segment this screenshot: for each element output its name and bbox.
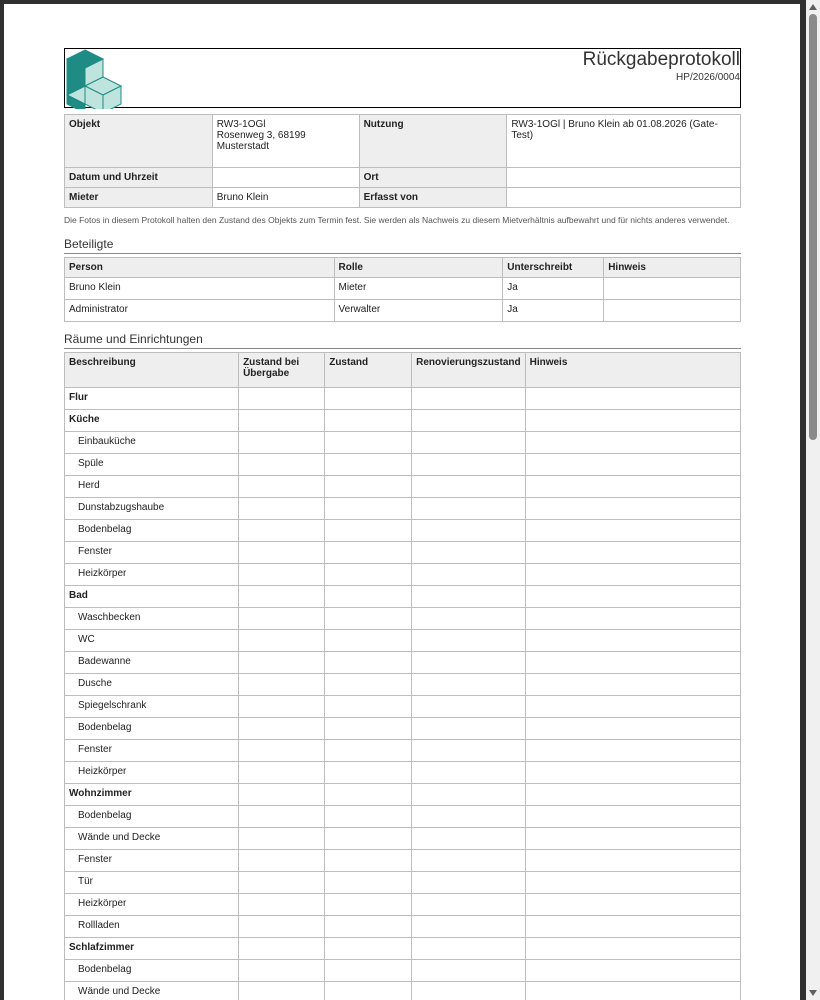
description-cell: Heizkörper — [65, 762, 239, 784]
room-item-row — [65, 828, 741, 850]
handover-condition-cell — [239, 960, 325, 982]
room-item-row — [65, 652, 741, 674]
renovation-cell — [412, 916, 525, 938]
handover-condition-cell — [239, 806, 325, 828]
rooms-heading: Räume und Einrichtungen — [64, 332, 741, 349]
condition-cell — [325, 432, 412, 454]
description-cell: Flur — [65, 388, 239, 410]
renovation-cell — [412, 740, 525, 762]
usage-value — [507, 115, 741, 168]
description-cell: Bodenbelag — [65, 960, 239, 982]
room-item-row — [65, 982, 741, 1000]
renovation-cell — [412, 586, 525, 608]
description-cell: Fenster — [65, 850, 239, 872]
condition-cell — [325, 454, 412, 476]
handover-condition-cell — [239, 938, 325, 960]
condition-cell — [325, 586, 412, 608]
room-group-row — [65, 784, 741, 806]
handover-condition-cell — [239, 410, 325, 432]
description-cell: Heizkörper — [65, 894, 239, 916]
scroll-up-arrow-icon[interactable] — [809, 4, 817, 10]
protocol-document — [64, 48, 741, 1000]
room-item-row — [65, 608, 741, 630]
condition-cell — [325, 718, 412, 740]
renovation-cell — [412, 432, 525, 454]
renovation-cell — [412, 388, 525, 410]
participants-table — [64, 257, 741, 322]
condition-cell — [325, 982, 412, 1000]
room-item-row — [65, 520, 741, 542]
note-cell — [525, 542, 740, 564]
renovation-cell — [412, 608, 525, 630]
renovation-cell — [412, 652, 525, 674]
condition-cell — [325, 828, 412, 850]
room-group-row — [65, 388, 741, 410]
note-cell — [525, 520, 740, 542]
condition-cell — [325, 916, 412, 938]
handover-condition-cell — [239, 784, 325, 806]
renovation-cell — [412, 564, 525, 586]
description-cell: Einbauküche — [65, 432, 239, 454]
handover-condition-cell — [239, 762, 325, 784]
note-cell — [525, 630, 740, 652]
room-item-row — [65, 498, 741, 520]
participants-header-row — [65, 258, 741, 278]
note-cell — [525, 894, 740, 916]
room-item-row — [65, 476, 741, 498]
condition-cell — [325, 542, 412, 564]
role-cell: Verwalter — [334, 300, 503, 322]
condition-cell — [325, 806, 412, 828]
info-row — [65, 115, 741, 168]
description-cell: Schlafzimmer — [65, 938, 239, 960]
note-cell — [525, 850, 740, 872]
handover-condition-cell — [239, 586, 325, 608]
description-cell: Bodenbelag — [65, 806, 239, 828]
rooms-table — [64, 352, 741, 1000]
note-cell — [525, 718, 740, 740]
description-cell: Rollladen — [65, 916, 239, 938]
column-header: Zustand bei Übergabe — [239, 353, 325, 388]
room-item-row — [65, 806, 741, 828]
room-item-row — [65, 454, 741, 476]
renovation-cell — [412, 542, 525, 564]
note-cell — [525, 762, 740, 784]
renovation-cell — [412, 454, 525, 476]
renovation-cell — [412, 410, 525, 432]
handover-condition-cell — [239, 740, 325, 762]
condition-cell — [325, 476, 412, 498]
note-cell — [525, 696, 740, 718]
note-cell — [525, 828, 740, 850]
note-cell — [525, 740, 740, 762]
room-item-row — [65, 674, 741, 696]
renovation-cell — [412, 630, 525, 652]
column-header: Hinweis — [525, 353, 740, 388]
handover-condition-cell — [239, 432, 325, 454]
datetime-value — [212, 168, 359, 188]
handover-condition-cell — [239, 872, 325, 894]
condition-cell — [325, 410, 412, 432]
note-cell — [525, 784, 740, 806]
room-item-row — [65, 850, 741, 872]
renovation-cell — [412, 718, 525, 740]
handover-condition-cell — [239, 652, 325, 674]
usage-line: RW3-1OGl | Bruno Klein ab 01.08.2026 (Gate- — [511, 119, 718, 130]
place-value — [507, 168, 741, 188]
document-number: HP/2026/0004 — [676, 72, 740, 83]
place-label: Ort — [359, 168, 507, 188]
description-cell: Wohnzimmer — [65, 784, 239, 806]
column-header: Hinweis — [604, 258, 741, 278]
renovation-cell — [412, 520, 525, 542]
scroll-down-arrow-icon[interactable] — [809, 990, 817, 996]
condition-cell — [325, 850, 412, 872]
company-logo-icon — [65, 49, 125, 109]
room-item-row — [65, 432, 741, 454]
note-cell — [525, 674, 740, 696]
description-cell: Badewanne — [65, 652, 239, 674]
column-header: Rolle — [334, 258, 503, 278]
usage-line: Test) — [511, 130, 534, 141]
tenant-value: Bruno Klein — [212, 188, 359, 208]
handover-condition-cell — [239, 630, 325, 652]
renovation-cell — [412, 784, 525, 806]
note-cell — [525, 564, 740, 586]
scrollbar-thumb[interactable] — [809, 14, 817, 440]
description-cell: Dusche — [65, 674, 239, 696]
condition-cell — [325, 564, 412, 586]
handover-condition-cell — [239, 828, 325, 850]
document-header — [64, 48, 741, 108]
description-cell: Herd — [65, 476, 239, 498]
condition-cell — [325, 762, 412, 784]
room-group-row — [65, 938, 741, 960]
handover-condition-cell — [239, 388, 325, 410]
condition-cell — [325, 388, 412, 410]
description-cell: Bodenbelag — [65, 520, 239, 542]
photo-notice: Die Fotos in diesem Protokoll halten den Zustand des Objekts zum Termin fest. Sie werden als Nachweis zu diesem Mietverhältnis aufbewahrt und für nichts anderes verwendet. — [64, 215, 730, 225]
note-cell — [525, 586, 740, 608]
description-cell: Wände und Decke — [65, 982, 239, 1000]
renovation-cell — [412, 498, 525, 520]
note-cell — [525, 982, 740, 1000]
room-item-row — [65, 696, 741, 718]
handover-condition-cell — [239, 476, 325, 498]
description-cell: Tür — [65, 872, 239, 894]
object-line: Rosenweg 3, 68199 — [216, 130, 306, 141]
condition-cell — [325, 740, 412, 762]
description-cell: Waschbecken — [65, 608, 239, 630]
note-cell — [604, 300, 741, 322]
note-cell — [525, 806, 740, 828]
recorded-by-label: Erfasst von — [359, 188, 507, 208]
object-info-table — [64, 114, 741, 208]
condition-cell — [325, 630, 412, 652]
note-cell — [604, 278, 741, 300]
renovation-cell — [412, 476, 525, 498]
handover-condition-cell — [239, 718, 325, 740]
room-item-row — [65, 740, 741, 762]
room-item-row — [65, 564, 741, 586]
renovation-cell — [412, 762, 525, 784]
recorded-by-value — [507, 188, 741, 208]
room-item-row — [65, 894, 741, 916]
person-cell: Bruno Klein — [65, 278, 335, 300]
usage-label: Nutzung — [359, 115, 507, 168]
signs-cell: Ja — [503, 278, 604, 300]
rooms-header-row — [65, 353, 741, 388]
column-header: Person — [65, 258, 335, 278]
renovation-cell — [412, 850, 525, 872]
renovation-cell — [412, 982, 525, 1000]
note-cell — [525, 432, 740, 454]
document-page — [4, 4, 800, 1000]
note-cell — [525, 960, 740, 982]
info-row — [65, 168, 741, 188]
note-cell — [525, 916, 740, 938]
description-cell: Küche — [65, 410, 239, 432]
participants-heading: Beteiligte — [64, 237, 741, 254]
description-cell: Fenster — [65, 542, 239, 564]
table-row — [65, 300, 741, 322]
condition-cell — [325, 784, 412, 806]
room-group-row — [65, 586, 741, 608]
column-header: Beschreibung — [65, 353, 239, 388]
object-value — [212, 115, 359, 168]
condition-cell — [325, 872, 412, 894]
tenant-label: Mieter — [65, 188, 213, 208]
room-item-row — [65, 542, 741, 564]
vertical-scrollbar[interactable] — [806, 0, 820, 1000]
note-cell — [525, 498, 740, 520]
person-cell: Administrator — [65, 300, 335, 322]
room-group-row — [65, 410, 741, 432]
room-item-row — [65, 718, 741, 740]
column-header: Renovierungszustand — [412, 353, 525, 388]
room-item-row — [65, 916, 741, 938]
note-cell — [525, 410, 740, 432]
condition-cell — [325, 652, 412, 674]
description-cell: WC — [65, 630, 239, 652]
handover-condition-cell — [239, 850, 325, 872]
description-cell: Wände und Decke — [65, 828, 239, 850]
room-item-row — [65, 872, 741, 894]
renovation-cell — [412, 960, 525, 982]
condition-cell — [325, 696, 412, 718]
note-cell — [525, 872, 740, 894]
condition-cell — [325, 520, 412, 542]
handover-condition-cell — [239, 520, 325, 542]
info-row — [65, 188, 741, 208]
description-cell: Dunstabzugshaube — [65, 498, 239, 520]
renovation-cell — [412, 938, 525, 960]
renovation-cell — [412, 872, 525, 894]
column-header: Unterschreibt — [503, 258, 604, 278]
renovation-cell — [412, 894, 525, 916]
table-row — [65, 278, 741, 300]
signs-cell: Ja — [503, 300, 604, 322]
handover-condition-cell — [239, 674, 325, 696]
handover-condition-cell — [239, 608, 325, 630]
rooms-table-body — [65, 388, 741, 1000]
description-cell: Fenster — [65, 740, 239, 762]
handover-condition-cell — [239, 982, 325, 1000]
role-cell: Mieter — [334, 278, 503, 300]
handover-condition-cell — [239, 916, 325, 938]
renovation-cell — [412, 674, 525, 696]
renovation-cell — [412, 828, 525, 850]
renovation-cell — [412, 696, 525, 718]
handover-condition-cell — [239, 696, 325, 718]
renovation-cell — [412, 806, 525, 828]
condition-cell — [325, 608, 412, 630]
object-label: Objekt — [65, 115, 213, 168]
condition-cell — [325, 674, 412, 696]
note-cell — [525, 608, 740, 630]
condition-cell — [325, 938, 412, 960]
room-item-row — [65, 960, 741, 982]
condition-cell — [325, 960, 412, 982]
object-line: Musterstadt — [216, 141, 270, 152]
condition-cell — [325, 498, 412, 520]
description-cell: Spüle — [65, 454, 239, 476]
room-item-row — [65, 630, 741, 652]
handover-condition-cell — [239, 498, 325, 520]
object-line: RW3-1OGl — [216, 119, 266, 130]
note-cell — [525, 652, 740, 674]
note-cell — [525, 454, 740, 476]
handover-condition-cell — [239, 564, 325, 586]
room-item-row — [65, 762, 741, 784]
note-cell — [525, 938, 740, 960]
description-cell: Spiegelschrank — [65, 696, 239, 718]
description-cell: Bad — [65, 586, 239, 608]
note-cell — [525, 388, 740, 410]
handover-condition-cell — [239, 894, 325, 916]
note-cell — [525, 476, 740, 498]
column-header: Zustand — [325, 353, 412, 388]
handover-condition-cell — [239, 542, 325, 564]
document-title: Rückgabeprotokoll — [582, 49, 740, 70]
description-cell: Heizkörper — [65, 564, 239, 586]
handover-condition-cell — [239, 454, 325, 476]
description-cell: Bodenbelag — [65, 718, 239, 740]
datetime-label: Datum und Uhrzeit — [65, 168, 213, 188]
condition-cell — [325, 894, 412, 916]
